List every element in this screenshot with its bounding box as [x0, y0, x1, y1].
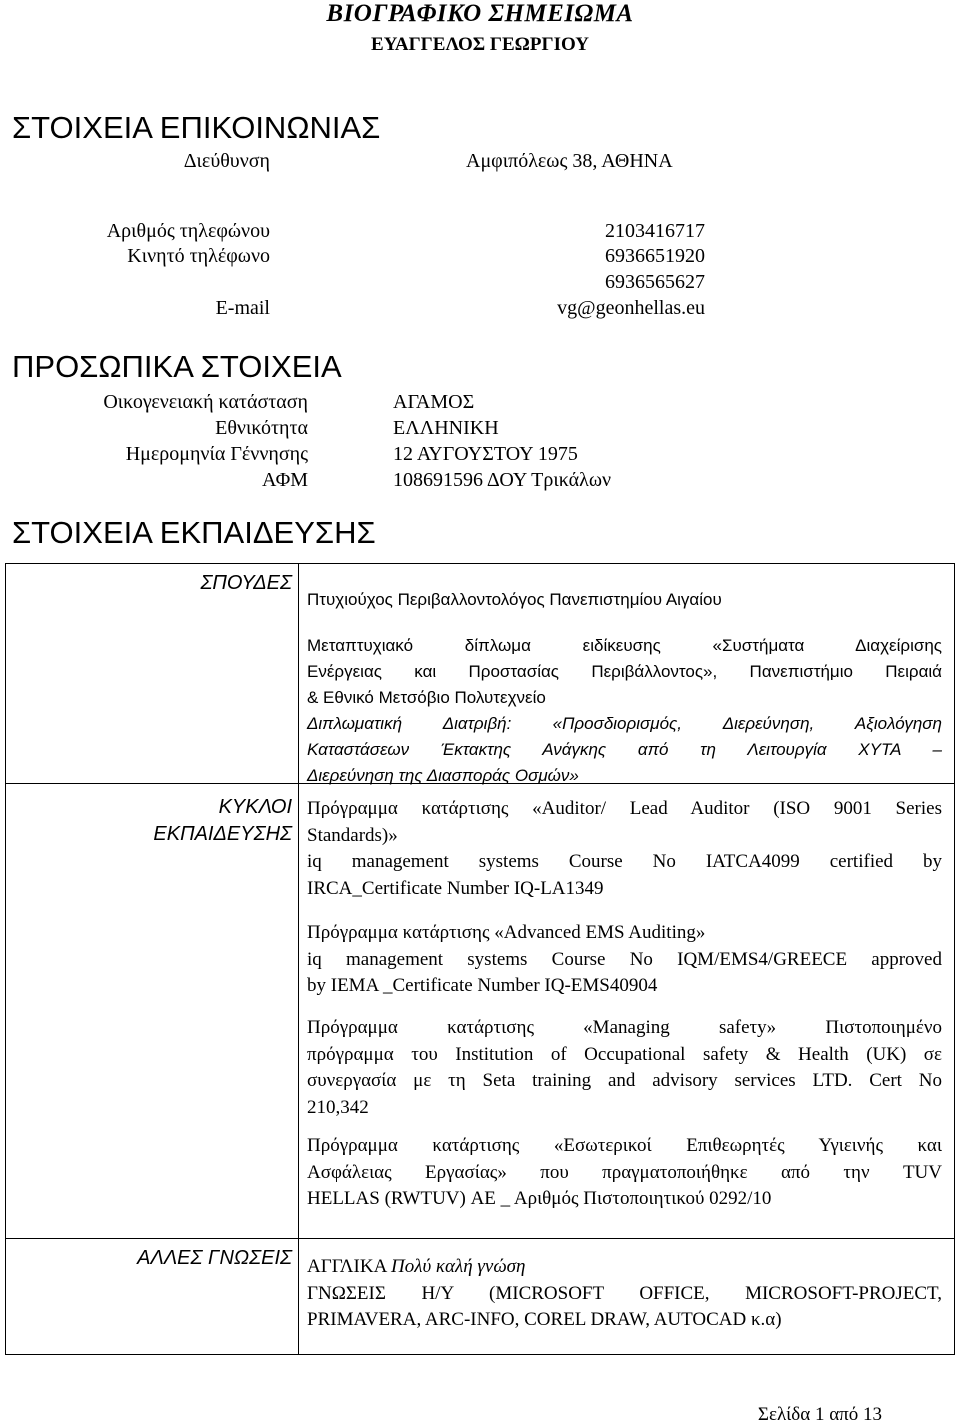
studies-cell: [299, 564, 955, 784]
email-value: vg@geonhellas.eu: [557, 297, 705, 319]
studies-label-cell: [6, 564, 299, 784]
education-table: [5, 563, 955, 1355]
person-name: ΕΥΑΓΓΕΛΟΣ ΓΕΩΡΓΙΟΥ: [371, 34, 589, 55]
phone-value: 2103416717: [605, 220, 705, 242]
english-label: ΑΓΓΛΙΚΑ: [307, 1256, 387, 1277]
afm-label: ΑΦΜ: [261, 469, 308, 491]
courses-cell: [299, 784, 955, 1239]
marital-label: Οικογενειακή κατάσταση: [103, 391, 308, 413]
page-number: Σελίδα 1 από 13: [757, 1404, 882, 1425]
birth-label: Ημερομηνία Γέννησης: [125, 443, 308, 465]
nationality-label: Εθνικότητα: [215, 417, 308, 439]
marital-value: ΑΓΑΜΟΣ: [393, 391, 475, 413]
english-level: Πολύ καλή γνώση: [391, 1256, 526, 1277]
mobile-label: Κινητό τηλέφωνο: [127, 245, 270, 267]
other-label-cell: [6, 1239, 299, 1355]
other-knowledge: ΑΓΓΛΙΚΑ Πολύ καλή γνώση ΓΝΩΣΕΙΣ Η/Υ (MICROSOFT OFFICE, MICROSOFT-PROJECT, PRIMAVERA, ARC-INFO, COREL DRAW, AUTOCAD κ.α): [307, 1256, 942, 1330]
email-label: E-mail: [215, 297, 270, 319]
course-safety: Πρόγραμμα κατάρτισης «Managing safeτy» Πιστοποιημένο πρόγραμμα του Institution of Occupational safety & Health (UK) σε συνεργασία με τη Seta training and advisory services LTD. Cert No 210,342: [307, 1017, 942, 1118]
course-auditor: Πρόγραμμα κατάρτισης «Auditor/ Lead Auditor (ISO 9001 Series Standards)» iq management systems Course No IATCA4099 certified by IRCA_Certificate Number IQ-LA1349: [307, 798, 942, 899]
address-value: Αμφιπόλεως 38, ΑΘΗΝΑ: [466, 150, 673, 172]
degree-text: Πτυχιούχος Περιβαλλοντολόγος Πανεπιστημίου Αιγαίου: [307, 590, 722, 609]
address-label: Διεύθυνση: [183, 150, 270, 172]
document-title: ΒΙΟΓΡΑΦΙΚΟ ΣΗΜΕΙΩΜΑ: [326, 0, 634, 27]
personal-heading: ΠΡΟΣΩΠΙΚΑ ΣΤΟΙΧΕΙΑ: [12, 349, 342, 384]
birth-value: 12 ΑΥΓΟΥΣΤΟΥ 1975: [393, 443, 578, 465]
course-internal-inspectors: Πρόγραμμα κατάρτισης «Εσωτερικοί Επιθεωρητές Υγιεινής και Ασφάλειας Εργασίας» που πραγματοποιήθηκε από την TUV HELLAS (RWTUV) ΑΕ _ Αριθμός Πιστοποιητικού 0292/10: [307, 1135, 942, 1209]
contact-heading: ΣΤΟΙΧΕΙΑ ΕΠΙΚΟΙΝΩΝΙΑΣ: [12, 110, 381, 145]
mobile-value-1: 6936651920: [605, 245, 705, 267]
course-ems: Πρόγραμμα κατάρτισης «Advanced EMS Auditing» iq management systems Course No IQM/EMS4/GREECE approved by IEMA _Certificate Number IQ-EMS40904: [307, 922, 942, 996]
other-cell: [299, 1239, 955, 1355]
mobile-value-2: 6936565627: [605, 271, 705, 293]
other-label: ΑΛΛΕΣ ΓΝΩΣΕΙΣ: [137, 1247, 292, 1269]
education-heading: ΣΤΟΙΧΕΙΑ ΕΚΠΑΙΔΕΥΣΗΣ: [12, 515, 376, 550]
studies-label: ΣΠΟΥΔΕΣ: [200, 572, 292, 594]
courses-label-cell: [6, 784, 299, 1239]
courses-label: ΚΥΚΛΟΙ ΕΚΠΑΙΔΕΥΣΗΣ: [153, 796, 292, 845]
msc-text: Μεταπτυχιακό δίπλωμα ειδίκευσης «Συστήματα Διαχείρισης Ενέργειας και Προστασίας Περιβάλλοντος», Πανεπιστήμιο Πειραιά & Εθνικό Μετσόβιο Πολυτεχνείο Διπλωματική Διατριβή: «Προσδιορισμός, Διερεύνηση, Αξιολόγηση Καταστάσεων Έκτακτης Ανάγκης από τη Λειτουργία ΧΥΤΑ – Διερεύνηση της Διασποράς Οσμών»: [307, 636, 942, 785]
nationality-value: ΕΛΛΗΝΙΚΗ: [393, 417, 499, 439]
afm-value: 108691596 ΔΟΥ Τρικάλων: [393, 469, 612, 491]
phone-label: Αριθμός τηλεφώνου: [106, 220, 270, 242]
